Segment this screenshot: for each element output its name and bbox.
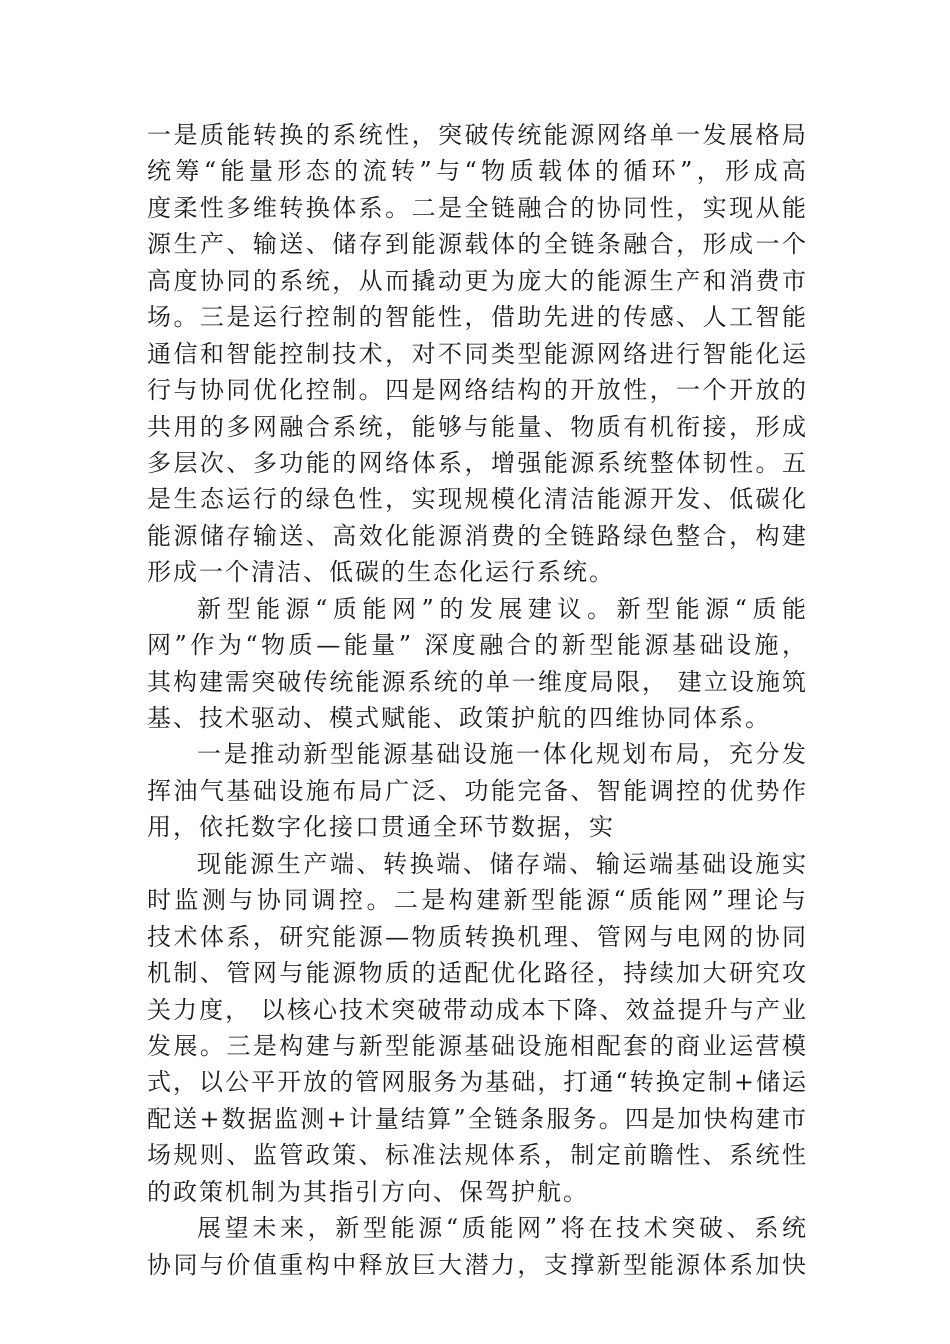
text-line: 技术体系，研究能源—物质转换机理、管网与电网的协同 bbox=[147, 922, 808, 951]
paragraph-4 bbox=[147, 846, 808, 1210]
paragraph-3 bbox=[147, 736, 808, 845]
text-line: 源生产、输送、储存到能源载体的全链条融合，形成一个 bbox=[147, 230, 808, 259]
text-line: 通信和智能控制技术，对不同类型能源网络进行智能化运 bbox=[147, 339, 808, 368]
text-line: 其构建需突破传统能源系统的单一维度局限， 建立设施筑 bbox=[147, 667, 808, 696]
text-line: 场。三是运行控制的智能性，借助先进的传感、人工智能 bbox=[147, 303, 808, 332]
text-line: 用，依托数字化接口贯通全环节数据，实 bbox=[147, 813, 615, 842]
text-line: 形成一个清洁、低碳的生态化运行系统。 bbox=[147, 558, 615, 587]
text-line: 场规则、监管政策、标准法规体系，制定前瞻性、系统性 bbox=[147, 1141, 808, 1170]
text-line: 一是质能转换的系统性，突破传统能源网络单一发展格局 bbox=[147, 121, 808, 149]
text-line: 发展。三是构建与新型能源基础设施相配套的商业运营模 bbox=[147, 1031, 808, 1060]
text-line: 挥油气基础设施布局广泛、功能完备、智能调控的优势作 bbox=[147, 776, 808, 805]
text-line: 度柔性多维转换体系。二是全链融合的协同性，实现从能 bbox=[147, 193, 808, 222]
text-line: 多层次、多功能的网络体系，增强能源系统整体韧性。五 bbox=[147, 448, 808, 477]
text-line: 一是推动新型能源基础设施一体化规划布局，充分发 bbox=[197, 740, 808, 769]
text-line: 网”作为“物质—能量” 深度融合的新型能源基础设施， bbox=[147, 631, 808, 660]
text-line: 行与协同优化控制。四是网络结构的开放性，一个开放的 bbox=[147, 376, 808, 405]
text-line: 配送+数据监测+计量结算”全链条服务。四是加快构建市 bbox=[147, 1104, 808, 1133]
text-line: 基、技术驱动、模式赋能、政策护航的四维协同体系。 bbox=[147, 704, 771, 732]
text-line: 统筹“能量形态的流转”与“物质载体的循环”，形成高 bbox=[147, 157, 808, 186]
text-line: 协同与价值重构中释放巨大潜力，支撑新型能源体系加快 bbox=[147, 1250, 808, 1279]
text-line: 展望未来，新型能源“质能网”将在技术突破、系统 bbox=[197, 1214, 808, 1243]
text-line: 新型能源“质能网”的发展建议。新型能源“质能 bbox=[197, 594, 808, 623]
paragraph-2 bbox=[147, 591, 808, 737]
text-line: 高度协同的系统，从而撬动更为庞大的能源生产和消费市 bbox=[147, 266, 808, 295]
text-line: 的政策机制为其指引方向、保驾护航。 bbox=[147, 1177, 589, 1206]
text-line: 能源储存输送、高效化能源消费的全链路绿色整合，构建 bbox=[147, 521, 808, 550]
text-line: 时监测与协同调控。二是构建新型能源“质能网”理论与 bbox=[147, 886, 808, 915]
text-line: 关力度， 以核心技术突破带动成本下降、效益提升与产业 bbox=[147, 995, 808, 1024]
text-line: 共用的多网融合系统，能够与能量、物质有机衔接，形成 bbox=[147, 412, 808, 441]
text-line: 机制、管网与能源物质的适配优化路径，持续加大研究攻 bbox=[147, 959, 808, 988]
paragraph-5 bbox=[147, 1210, 808, 1283]
document-page bbox=[147, 117, 808, 1283]
text-line: 式，以公平开放的管网服务为基础，打通“转换定制+储运 bbox=[147, 1068, 808, 1097]
text-line: 现能源生产端、转换端、储存端、输运端基础设施实 bbox=[197, 849, 808, 878]
text-line: 是生态运行的绿色性，实现规模化清洁能源开发、低碳化 bbox=[147, 485, 808, 514]
paragraph-1 bbox=[147, 117, 808, 591]
